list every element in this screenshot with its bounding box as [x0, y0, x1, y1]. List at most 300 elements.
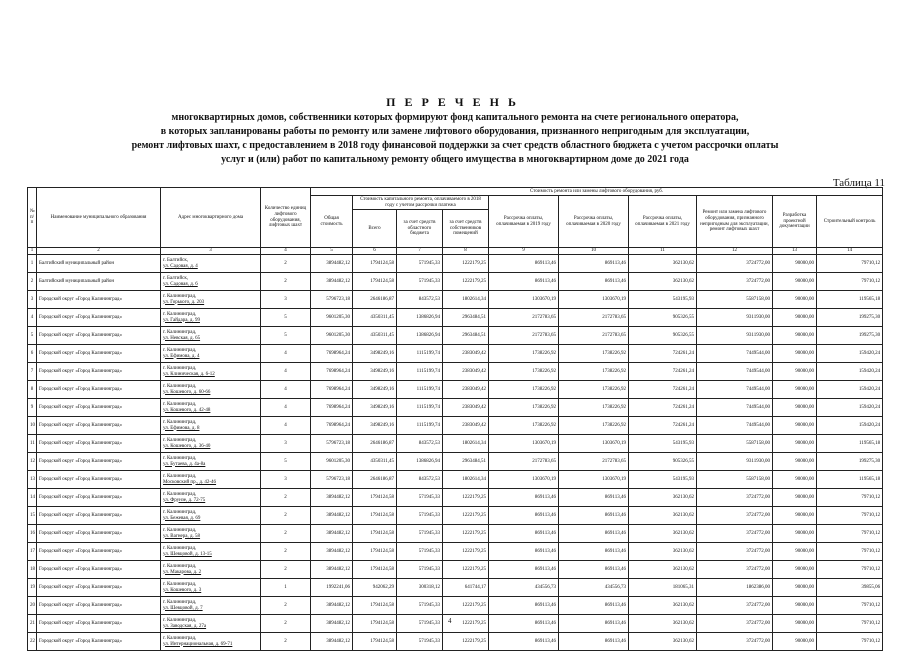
cell-total-cost: 3894482,12	[311, 255, 353, 273]
cell-lift-count: 2	[261, 561, 311, 579]
address-line: ул. Горького, д. 203	[163, 299, 205, 305]
cell-paid-total: 1794124,58	[353, 489, 397, 507]
header-lift-count: Количество единиц лифтового оборудования, лифтовых шахт	[261, 188, 311, 248]
cell-install-2020: 869113,46	[559, 633, 629, 651]
table-row	[28, 525, 883, 543]
cell-design-docs: 90000,00	[773, 633, 817, 651]
address-line: Московский пр., д. 42-46	[163, 479, 217, 485]
column-number: 3	[161, 248, 261, 255]
table-row	[28, 435, 883, 453]
address-line: ул. Бутаева, д. 4а-8а	[163, 461, 206, 467]
cell-paid-owners: 1802614,34	[443, 291, 489, 309]
header-install-2019: Рассрочка оплаты, оплачиваемая в 2019 году	[489, 196, 559, 248]
cell-design-docs: 90000,00	[773, 453, 817, 471]
cell-install-2020: 2172783,65	[559, 327, 629, 345]
cell-no: 18	[28, 561, 37, 579]
address-line: г. Калининград,	[163, 365, 197, 371]
cell-address	[161, 255, 261, 273]
cell-supervision: 79710,12	[817, 543, 883, 561]
cell-supervision: 39855,06	[817, 579, 883, 597]
cell-install-2019: 2172783,65	[489, 453, 559, 471]
cell-design-docs: 90000,00	[773, 471, 817, 489]
cell-supervision: 159420,24	[817, 381, 883, 399]
address-line: г. Калининград,	[163, 311, 197, 317]
cell-install-2020: 869113,46	[559, 489, 629, 507]
cell-supervision: 79710,12	[817, 633, 883, 651]
cell-paid-owners: 1222179,25	[443, 561, 489, 579]
cell-supervision: 79710,12	[817, 525, 883, 543]
cell-lift-count: 4	[261, 399, 311, 417]
cell-paid-owners: 1802614,34	[443, 471, 489, 489]
cell-supervision: 79710,12	[817, 489, 883, 507]
cell-total-cost: 7698964,24	[311, 345, 353, 363]
cell-replacement: 3724772,00	[697, 561, 773, 579]
address-line: ул. Кошевого, д. 36-40	[163, 443, 211, 449]
cell-no: 16	[28, 525, 37, 543]
address-line: г. Калининград,	[163, 635, 197, 641]
cell-supervision: 159420,24	[817, 399, 883, 417]
cell-no: 4	[28, 309, 37, 327]
cell-total-cost: 7698964,24	[311, 417, 353, 435]
header-cost-group: Стоимость ремонта или замены лифтового оборудования, руб.	[311, 188, 883, 196]
cell-install-2021: 362130,62	[629, 255, 697, 273]
cell-replacement: 7449544,00	[697, 345, 773, 363]
cell-municipality: Городской округ «Город Калининград»	[37, 579, 161, 597]
cell-paid-total: 1794124,58	[353, 525, 397, 543]
cell-install-2021: 362130,62	[629, 489, 697, 507]
cell-paid-total: 1794124,58	[353, 597, 397, 615]
cell-lift-count: 4	[261, 345, 311, 363]
cell-paid-owners: 2383049,42	[443, 399, 489, 417]
subtitle-line: в которых запланированы работы по ремонту или замене лифтового оборудования, признанного непригодным для эксплуатации,	[160, 126, 750, 137]
cell-no: 1	[28, 255, 37, 273]
header-address: Адрес многоквартирного дома	[161, 188, 261, 248]
cell-design-docs: 90000,00	[773, 597, 817, 615]
cell-paid-regional: 571945,33	[397, 507, 443, 525]
cell-install-2021: 181065,31	[629, 579, 697, 597]
address-line: г. Балтийск,	[163, 257, 189, 263]
column-number: 13	[773, 248, 817, 255]
document-subtitle	[60, 111, 850, 167]
cell-paid-total: 4350311,45	[353, 309, 397, 327]
cell-install-2020: 1738226,92	[559, 363, 629, 381]
cell-install-2021: 362130,62	[629, 543, 697, 561]
cell-supervision: 119565,18	[817, 435, 883, 453]
cell-install-2020: 869113,46	[559, 255, 629, 273]
cell-install-2021: 543195,93	[629, 291, 697, 309]
cell-replacement: 1862386,00	[697, 579, 773, 597]
cell-supervision: 159420,24	[817, 345, 883, 363]
cell-replacement: 3724772,00	[697, 543, 773, 561]
cell-municipality: Городской округ «Город Калининград»	[37, 633, 161, 651]
cell-municipality: Городской округ «Город Калининград»	[37, 381, 161, 399]
cell-address	[161, 399, 261, 417]
cell-design-docs: 90000,00	[773, 489, 817, 507]
cell-install-2021: 543195,93	[629, 435, 697, 453]
cell-address	[161, 417, 261, 435]
cell-address	[161, 633, 261, 651]
cell-design-docs: 90000,00	[773, 309, 817, 327]
cell-no: 9	[28, 399, 37, 417]
table-row	[28, 471, 883, 489]
cell-install-2020: 1303670,19	[559, 471, 629, 489]
cell-municipality: Городской округ «Город Калининград»	[37, 327, 161, 345]
cell-lift-count: 4	[261, 363, 311, 381]
cell-paid-total: 942062,29	[353, 579, 397, 597]
cell-replacement: 3724772,00	[697, 615, 773, 633]
cell-lift-count: 1	[261, 579, 311, 597]
cell-paid-total: 4350311,45	[353, 327, 397, 345]
document-title: П Е Р Е Ч Е Н Ь	[386, 95, 519, 109]
address-line: ул. Шевцовой, д. 7	[163, 605, 203, 611]
cell-paid-regional: 571945,33	[397, 525, 443, 543]
cell-address	[161, 561, 261, 579]
table-row	[28, 327, 883, 345]
cell-no: 14	[28, 489, 37, 507]
cell-replacement: 3724772,00	[697, 273, 773, 291]
address-line: г. Калининград,	[163, 491, 197, 497]
cell-lift-count: 5	[261, 453, 311, 471]
header-total-cost: Общая стоимость	[311, 196, 353, 248]
cell-replacement: 9311930,00	[697, 309, 773, 327]
cell-install-2019: 869113,46	[489, 615, 559, 633]
cell-paid-regional: 571945,33	[397, 255, 443, 273]
cell-paid-regional: 571945,33	[397, 561, 443, 579]
address-line: ул. Заводская, д. 27а	[163, 623, 207, 629]
cell-paid-regional: 571945,33	[397, 633, 443, 651]
subtitle-line: ремонт лифтовых шахт, с предоставлением в 2018 году финансовой поддержки за счет средств областного бюджета с учетом рассрочки оплаты	[131, 140, 779, 151]
cell-replacement: 3724772,00	[697, 507, 773, 525]
cell-lift-count: 3	[261, 291, 311, 309]
cell-design-docs: 90000,00	[773, 255, 817, 273]
cell-replacement: 7449544,00	[697, 417, 773, 435]
cell-install-2019: 869113,46	[489, 255, 559, 273]
column-number: 11	[629, 248, 697, 255]
cell-total-cost: 3894482,12	[311, 615, 353, 633]
cell-design-docs: 90000,00	[773, 381, 817, 399]
header-install-2020: Рассрочка оплаты, оплачиваемая в 2020 году	[559, 196, 629, 248]
address-line: ул. Садовая, д. 6	[163, 281, 198, 287]
table-label: Таблица 11	[832, 177, 885, 189]
cell-design-docs: 90000,00	[773, 327, 817, 345]
header-paid-regional: за счет средств областного бюджета	[397, 210, 443, 248]
cell-install-2020: 2172783,65	[559, 453, 629, 471]
cell-install-2019: 1303670,19	[489, 471, 559, 489]
cell-address	[161, 489, 261, 507]
cell-design-docs: 90000,00	[773, 435, 817, 453]
address-line: г. Калининград,	[163, 293, 197, 299]
cell-paid-total: 3498249,16	[353, 363, 397, 381]
cell-total-cost: 7698964,24	[311, 381, 353, 399]
cell-municipality: Городской округ «Город Калининград»	[37, 309, 161, 327]
cell-install-2021: 543195,93	[629, 471, 697, 489]
cell-municipality: Городской округ «Город Калининград»	[37, 525, 161, 543]
cell-supervision: 79710,12	[817, 507, 883, 525]
cell-install-2021: 362130,62	[629, 633, 697, 651]
cell-paid-regional: 1115199,74	[397, 345, 443, 363]
address-line: г. Калининград,	[163, 509, 197, 515]
cell-paid-regional: 571945,33	[397, 543, 443, 561]
table-row	[28, 615, 883, 633]
column-number: 7	[397, 248, 443, 255]
cell-address	[161, 471, 261, 489]
cell-municipality: Городской округ «Город Калининград»	[37, 561, 161, 579]
cell-paid-owners: 1222179,25	[443, 255, 489, 273]
cell-paid-owners: 2383049,42	[443, 363, 489, 381]
address-line: г. Балтийск,	[163, 275, 189, 281]
cell-total-cost: 3894482,12	[311, 543, 353, 561]
cell-replacement: 7449544,00	[697, 381, 773, 399]
address-line: г. Калининград,	[163, 545, 197, 551]
cell-paid-total: 1794124,58	[353, 507, 397, 525]
cell-install-2019: 869113,46	[489, 489, 559, 507]
table-row	[28, 309, 883, 327]
cell-paid-regional: 843572,53	[397, 291, 443, 309]
address-line: г. Калининград,	[163, 527, 197, 533]
cell-municipality: Балтийский муниципальный район	[37, 255, 161, 273]
cell-replacement: 9311930,00	[697, 327, 773, 345]
cell-total-cost: 7698964,24	[311, 399, 353, 417]
cell-municipality: Городской округ «Город Калининград»	[37, 597, 161, 615]
cell-install-2021: 362130,62	[629, 525, 697, 543]
cell-install-2020: 434556,73	[559, 579, 629, 597]
cell-replacement: 3724772,00	[697, 255, 773, 273]
cell-design-docs: 90000,00	[773, 525, 817, 543]
cell-install-2019: 1738226,92	[489, 363, 559, 381]
cell-replacement: 7449544,00	[697, 363, 773, 381]
cell-paid-regional: 1115199,74	[397, 381, 443, 399]
cell-no: 11	[28, 435, 37, 453]
address-line: ул. Интернациональная, д. 69-71	[163, 641, 233, 647]
address-line: г. Калининград,	[163, 599, 197, 605]
cell-paid-regional: 843572,53	[397, 435, 443, 453]
column-number: 1	[28, 248, 37, 255]
cell-municipality: Городской округ «Город Калининград»	[37, 399, 161, 417]
table-row	[28, 399, 883, 417]
cell-install-2020: 1738226,92	[559, 381, 629, 399]
cell-lift-count: 2	[261, 633, 311, 651]
cell-install-2020: 869113,46	[559, 597, 629, 615]
cell-total-cost: 3894482,12	[311, 273, 353, 291]
cell-install-2019: 869113,46	[489, 561, 559, 579]
cell-install-2019: 869113,46	[489, 597, 559, 615]
cell-paid-regional: 1386826,94	[397, 309, 443, 327]
cell-install-2020: 1738226,92	[559, 399, 629, 417]
cell-design-docs: 90000,00	[773, 543, 817, 561]
cell-design-docs: 90000,00	[773, 399, 817, 417]
cell-replacement: 7449544,00	[697, 399, 773, 417]
cell-design-docs: 90000,00	[773, 615, 817, 633]
column-number: 5	[311, 248, 353, 255]
cell-lift-count: 2	[261, 255, 311, 273]
cell-paid-owners: 1222179,25	[443, 543, 489, 561]
table-row	[28, 507, 883, 525]
cell-paid-total: 3498249,16	[353, 345, 397, 363]
page-number: 4	[448, 617, 452, 625]
cell-no: 22	[28, 633, 37, 651]
cell-municipality: Городской округ «Город Калининград»	[37, 489, 161, 507]
cell-paid-regional: 1386826,94	[397, 327, 443, 345]
cell-paid-total: 1794124,58	[353, 543, 397, 561]
cell-municipality: Балтийский муниципальный район	[37, 273, 161, 291]
address-line: ул. Гайдара, д. 99	[163, 317, 200, 323]
cell-design-docs: 90000,00	[773, 273, 817, 291]
cell-paid-regional: 571945,33	[397, 273, 443, 291]
cell-install-2021: 362130,62	[629, 561, 697, 579]
cell-install-2021: 362130,62	[629, 507, 697, 525]
cell-lift-count: 2	[261, 543, 311, 561]
cell-replacement: 3724772,00	[697, 525, 773, 543]
cell-paid-regional: 1115199,74	[397, 417, 443, 435]
cell-municipality: Городской округ «Город Калининград»	[37, 543, 161, 561]
cell-total-cost: 5796723,18	[311, 435, 353, 453]
address-line: ул. Кошевого, д. 3	[163, 587, 202, 593]
cell-replacement: 9311930,00	[697, 453, 773, 471]
cell-address	[161, 507, 261, 525]
cell-paid-total: 4350311,45	[353, 453, 397, 471]
lift-repair-table	[27, 187, 883, 651]
cell-no: 13	[28, 471, 37, 489]
address-line: ул. Вагнера, д. 58	[163, 533, 201, 539]
cell-install-2021: 362130,62	[629, 273, 697, 291]
cell-design-docs: 90000,00	[773, 363, 817, 381]
cell-install-2020: 1303670,19	[559, 435, 629, 453]
address-line: ул. Садовая, д. 4	[163, 263, 198, 269]
cell-paid-total: 3498249,16	[353, 417, 397, 435]
cell-no: 8	[28, 381, 37, 399]
cell-supervision: 119565,18	[817, 291, 883, 309]
column-number: 14	[817, 248, 883, 255]
cell-design-docs: 90000,00	[773, 579, 817, 597]
cell-supervision: 159420,24	[817, 363, 883, 381]
table-row	[28, 597, 883, 615]
table-row	[28, 633, 883, 651]
cell-paid-regional: 1386826,94	[397, 453, 443, 471]
cell-lift-count: 2	[261, 525, 311, 543]
cell-no: 3	[28, 291, 37, 309]
cell-no: 5	[28, 327, 37, 345]
table-row	[28, 453, 883, 471]
cell-paid-regional: 571945,33	[397, 489, 443, 507]
cell-paid-total: 1794124,58	[353, 633, 397, 651]
cell-design-docs: 90000,00	[773, 291, 817, 309]
cell-install-2019: 1303670,19	[489, 435, 559, 453]
cell-no: 10	[28, 417, 37, 435]
cell-install-2021: 724261,24	[629, 381, 697, 399]
cell-paid-total: 2646186,87	[353, 471, 397, 489]
cell-install-2020: 1738226,92	[559, 345, 629, 363]
cell-paid-owners: 1222179,25	[443, 597, 489, 615]
cell-paid-total: 3498249,16	[353, 399, 397, 417]
cell-address	[161, 381, 261, 399]
cell-paid-total: 1794124,58	[353, 255, 397, 273]
cell-install-2019: 1738226,92	[489, 417, 559, 435]
cell-paid-owners: 1802614,34	[443, 435, 489, 453]
cell-total-cost: 3894482,12	[311, 561, 353, 579]
cell-install-2019: 869113,46	[489, 273, 559, 291]
cell-supervision: 79710,12	[817, 561, 883, 579]
address-line: ул. Клиническая, д. 6-12	[163, 371, 215, 377]
cell-supervision: 79710,12	[817, 615, 883, 633]
cell-total-cost: 7698964,24	[311, 363, 353, 381]
cell-lift-count: 4	[261, 417, 311, 435]
cell-install-2019: 2172783,65	[489, 327, 559, 345]
cell-lift-count: 3	[261, 471, 311, 489]
cell-install-2019: 2172783,65	[489, 309, 559, 327]
cell-install-2019: 434556,73	[489, 579, 559, 597]
cell-supervision: 79710,12	[817, 597, 883, 615]
cell-install-2020: 869113,46	[559, 507, 629, 525]
cell-municipality: Городской округ «Город Калининград»	[37, 471, 161, 489]
cell-paid-owners: 2383049,42	[443, 417, 489, 435]
cell-install-2021: 905326,55	[629, 453, 697, 471]
cell-replacement: 5587158,00	[697, 471, 773, 489]
cell-lift-count: 2	[261, 615, 311, 633]
cell-paid-owners: 641744,17	[443, 579, 489, 597]
address-line: г. Калининград,	[163, 473, 197, 479]
table-row	[28, 273, 883, 291]
header-install-2021: Рассрочка оплаты, оплачиваемая в 2021 году	[629, 196, 697, 248]
header-paid-owners: за счет средств собственников помещений	[443, 210, 489, 248]
cell-no: 7	[28, 363, 37, 381]
header-paid-total: Всего	[353, 210, 397, 248]
cell-paid-total: 1794124,58	[353, 615, 397, 633]
subtitle-line: многоквартирных домов, собственники которых формируют фонд капитального ремонта на счете регионального оператора,	[171, 112, 739, 123]
address-line: ул. Шевцовой, д. 13-15	[163, 551, 212, 557]
table-row	[28, 579, 883, 597]
cell-paid-total: 2646186,87	[353, 435, 397, 453]
cell-install-2020: 2172783,65	[559, 309, 629, 327]
cell-supervision: 199275,30	[817, 309, 883, 327]
cell-paid-owners: 1222179,25	[443, 633, 489, 651]
cell-install-2020: 869113,46	[559, 561, 629, 579]
table-row	[28, 561, 883, 579]
cell-no: 17	[28, 543, 37, 561]
cell-lift-count: 2	[261, 597, 311, 615]
table-row	[28, 381, 883, 399]
cell-install-2020: 869113,46	[559, 615, 629, 633]
cell-total-cost: 3894482,12	[311, 597, 353, 615]
cell-paid-owners: 2383049,42	[443, 381, 489, 399]
cell-supervision: 199275,30	[817, 327, 883, 345]
cell-paid-total: 3498249,16	[353, 381, 397, 399]
cell-install-2019: 1738226,92	[489, 399, 559, 417]
address-line: г. Калининград,	[163, 329, 197, 335]
cell-lift-count: 2	[261, 273, 311, 291]
address-line: г. Калининград,	[163, 455, 197, 461]
cell-install-2020: 869113,46	[559, 543, 629, 561]
cell-lift-count: 5	[261, 327, 311, 345]
cell-lift-count: 5	[261, 309, 311, 327]
cell-address	[161, 291, 261, 309]
address-line: ул. Фрунзе, д. 72-75	[163, 497, 206, 503]
address-line: г. Калининград,	[163, 347, 197, 353]
cell-lift-count: 4	[261, 381, 311, 399]
header-paid-2018: Стоимость капитального ремонта, оплачиваемого в 2018 году с учетом рассрочки платежа	[353, 196, 489, 210]
cell-total-cost: 3894482,12	[311, 507, 353, 525]
cell-replacement: 5587158,00	[697, 291, 773, 309]
header-design-docs: Разработка проектной документации	[773, 196, 817, 248]
cell-lift-count: 3	[261, 435, 311, 453]
cell-municipality: Городской округ «Город Калининград»	[37, 507, 161, 525]
table-row	[28, 543, 883, 561]
cell-total-cost: 9601205,30	[311, 453, 353, 471]
column-number: 4	[261, 248, 311, 255]
cell-no: 12	[28, 453, 37, 471]
cell-no: 2	[28, 273, 37, 291]
cell-no: 6	[28, 345, 37, 363]
cell-no: 21	[28, 615, 37, 633]
